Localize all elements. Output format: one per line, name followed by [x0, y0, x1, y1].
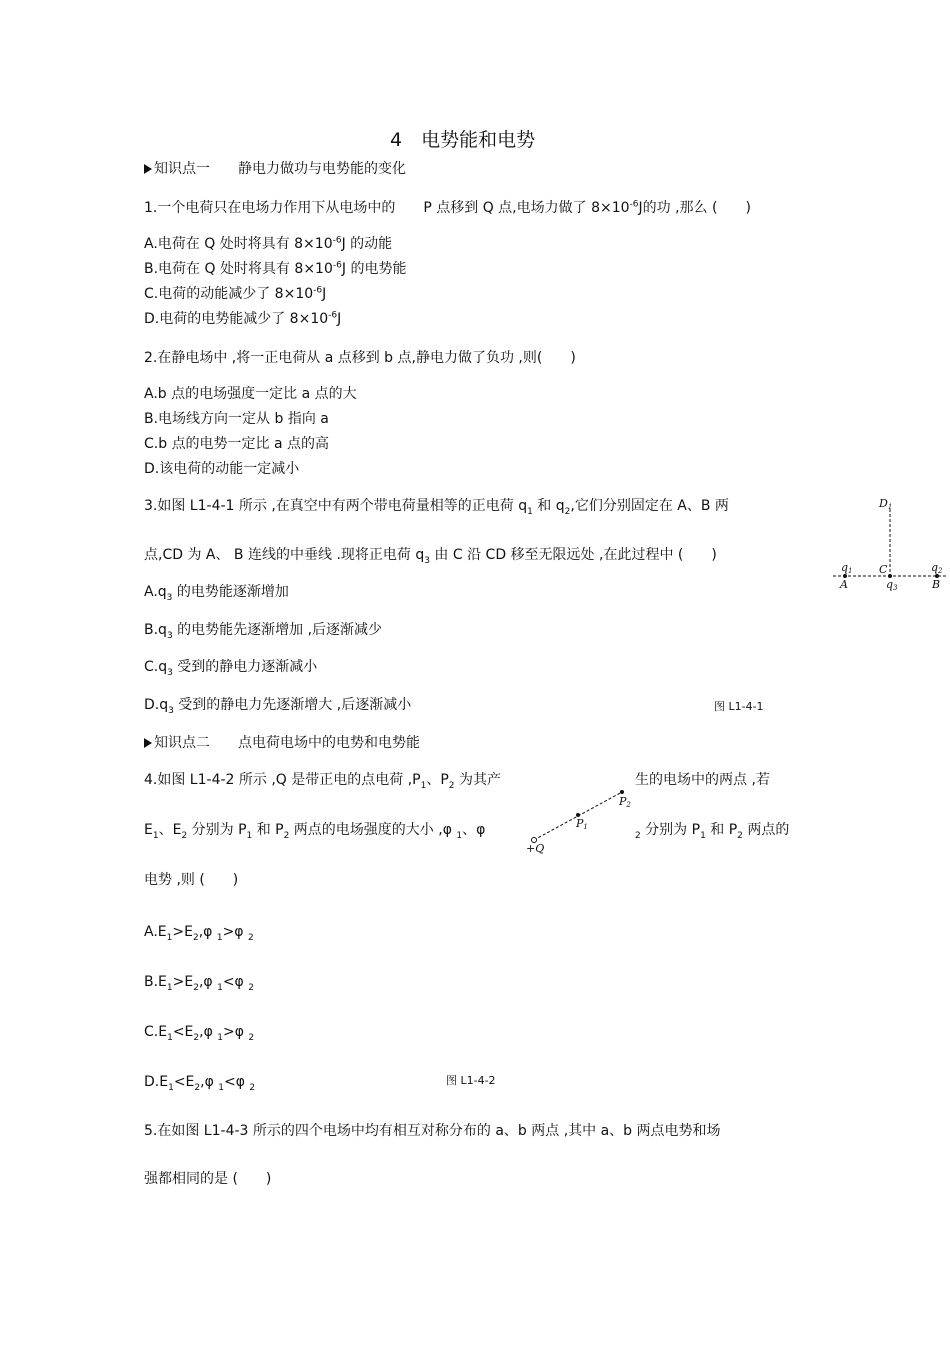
question-4-stem-line1-left: 4.如图 L1-4-2 所示 ,Q 是带正电的点电荷 $,P_1$、$P_2$ 为其产: [144, 772, 501, 791]
question-3-option-d: $D.q_3$ 受到的静电力先逐渐增大 ,后逐渐减小: [144, 697, 412, 716]
question-3-stem-line2: 点,CD 为 A、 B 连线的中垂线 .现将正电荷 $q_3$ 由 C 沿 CD 移至无限远处 ,在此过程中 ( ): [144, 547, 717, 566]
section-heading-text: 知识点一 静电力做功与电势能的变化: [154, 161, 406, 177]
figure-caption-l1-4-2: 图 L1-4-2: [446, 1074, 496, 1087]
figure-l1-4-1: [833, 495, 948, 595]
question-4-option-d: $D.E_1<E_2,\varphi$ $_1$<φ $_2$: [144, 1074, 256, 1093]
question-2-option-c: C.b 点的电势一定比 a 点的高: [144, 436, 330, 452]
question-4-option-a: $A.E_1>E_2,\varphi$ $_1$>φ $_2$: [144, 924, 254, 943]
question-4-option-b: $B.E_1>E_2,\varphi$ $_1$<φ $_2$: [144, 974, 254, 993]
triangle-bullet-icon: [144, 164, 152, 174]
question-1-option-d: D.电荷的电势能减少了 $8\times 10^{-6}J$: [144, 310, 342, 327]
figure-caption-l1-4-1: 图 L1-4-1: [714, 700, 764, 713]
question-4-option-c: $C.E_1<E_2,\varphi$ $_1$>φ $_2$: [144, 1024, 255, 1043]
label-q: +Q: [526, 842, 545, 855]
question-1-option-b: B.电荷在 Q 处时将具有 $8\times 10^{-6}J$ 的电势能: [144, 260, 407, 277]
question-3-stem-line1: 3.如图 L1-4-1 所示 ,在真空中有两个带电荷量相等的正电荷 $q_1$ 和 $q_2$,它们分别固定在 A、B 两: [144, 498, 729, 517]
question-3-option-b: $B.q_3$ 的电势能先逐渐增加 ,后逐渐减少: [144, 622, 383, 641]
section-heading-text: 知识点二 点电荷电场中的电势和电势能: [154, 735, 420, 751]
label-a: A: [840, 578, 848, 591]
label-q3: q3: [886, 578, 898, 592]
question-4-stem-line2-right: $_2$ 分别为 $P_1$ 和 $P_2$ 两点的: [635, 822, 790, 841]
question-2-option-d: D.该电荷的动能一定减小: [144, 461, 300, 477]
page-title: 4 电势能和电势: [390, 129, 536, 151]
point-p2: [620, 790, 624, 794]
label-p1: P1: [576, 817, 588, 831]
question-5-stem-line1: 5.在如图 L1-4-3 所示的四个电场中均有相互对称分布的 a、b 两点 ,其中 a、b 两点电势和场: [144, 1123, 721, 1139]
label-p2: P2: [619, 795, 631, 809]
section-heading-2: [144, 734, 420, 752]
question-2-option-a: A.b 点的电场强度一定比 a 点的大: [144, 386, 357, 402]
question-4-stem-line1-right: 生的电场中的两点 ,若: [635, 772, 770, 788]
figure-l1-4-2: [522, 785, 637, 860]
question-2-stem: 2.在静电场中 ,将一正电荷从 a 点移到 b 点,静电力做了负功 ,则( ): [144, 350, 576, 366]
question-5-stem-line2: 强都相同的是 ( ): [144, 1171, 272, 1187]
label-c: C: [879, 563, 888, 576]
question-4-stem-line2-left: $E_1$、$E_2$ 分别为 $P_1$ 和 $P_2$ 两点的电场强度的大小 ,φ $_1$、φ: [144, 822, 486, 841]
label-q2: q2: [931, 561, 943, 575]
triangle-bullet-icon: [144, 738, 152, 748]
question-2-option-b: B.电场线方向一定从 b 指向 a: [144, 411, 329, 427]
question-3-option-a: $A.q_3$ 的电势能逐渐增加: [144, 584, 289, 603]
label-q1: q1: [841, 561, 853, 575]
question-1-option-a: A.电荷在 Q 处时将具有 $8\times 10^{-6}J$ 的动能: [144, 235, 393, 252]
label-d: D1: [879, 497, 893, 511]
label-b: B: [932, 578, 941, 591]
question-4-stem-line3: 电势 ,则 ( ): [144, 872, 239, 888]
section-heading-1: [144, 160, 406, 178]
question-1-option-c: C.电荷的动能减少了 $8\times 10^{-6}J$: [144, 285, 327, 302]
question-3-option-c: $C.q_3$ 受到的静电力逐渐减小: [144, 659, 318, 678]
question-1-stem: 1.一个电荷只在电场力作用下从电场中的 P 点移到 Q 点,电场力做了 $8\times 10^{-6}J$的功 ,那么 ( ): [144, 199, 751, 216]
